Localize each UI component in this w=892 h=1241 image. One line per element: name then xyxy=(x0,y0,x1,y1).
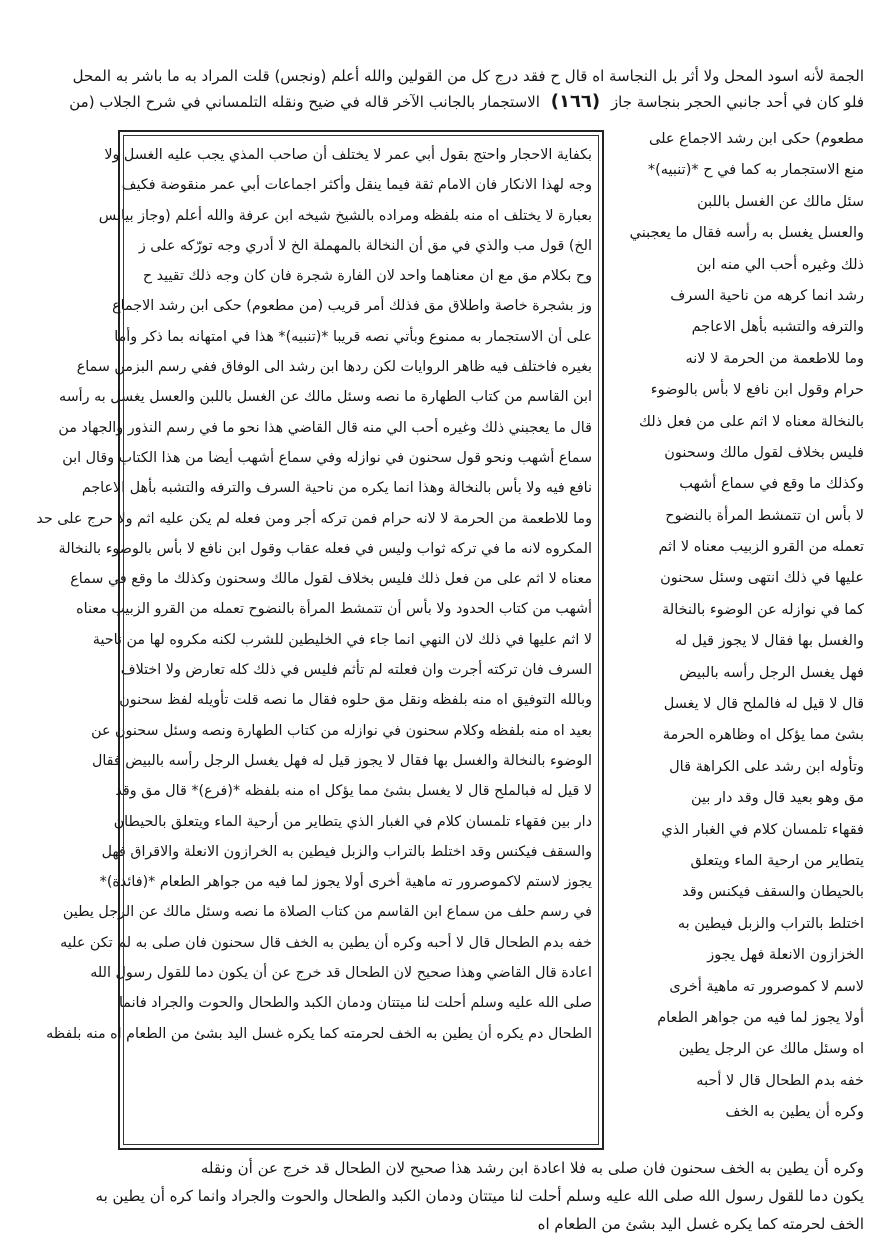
side-text-line: بالنخالة معناه لا اثم على من فعل ذلك xyxy=(639,413,864,430)
side-text-line: وكذلك ما وقع في سماع أشهب xyxy=(679,476,864,493)
main-text-line: لا قيل له فبالملح قال لا يغسل بشئ مما يؤكل اه منه بلفظه *(فرع)* قال مق وقد xyxy=(115,783,592,800)
side-text-line: خفه بدم الطحال قال لا أحبه xyxy=(696,1072,864,1089)
side-text-line: مطعوم) حكى ابن رشد الاجماع على xyxy=(648,131,864,147)
footer-line-3: الخف لحرمته كما يكره غسل اليد بشئ من الطعام اه xyxy=(537,1215,864,1233)
side-text-line: حرام وقول ابن نافع لا بأس بالوضوء xyxy=(650,382,864,399)
side-text-line: تعمله من القرو الزبيب معناه لا اثم xyxy=(658,539,864,556)
main-text xyxy=(36,140,592,1049)
side-text-line: عليها في ذلك انتهى وسئل سحنون xyxy=(660,570,864,587)
main-text-line: بعيد اه منه بلفظه وكلام سحنون في نوازله من كتاب الطهارة ونصه وسئل سحنون عن xyxy=(91,722,592,739)
side-text-line: وكره أن يطين به الخف xyxy=(725,1104,864,1121)
main-text-line: وجه لهذا الانكار فان الامام ثقة فيما ينقل وأكثر اجماعات أبي عمر منقوضة فكيف xyxy=(121,177,592,194)
side-text-line: والغسل بها فقال لا يجوز قيل له xyxy=(674,633,864,650)
main-text-line: اعادة قال القاضي وهذا صحيح لان الطحال قد خرج عن أن يكون دما للقول رسول الله xyxy=(90,965,592,982)
main-text-line: قال ما يعجبني ذلك وغيره أحب الي منه قال القاضي هذا نحو ما في رسم النذور والجهاد من xyxy=(58,419,592,436)
header-line-1: الجمة لأنه اسود المحل ولا أثر بل النجاسة اه قال ح فقد درج كل من القولين والله أعلم (ونجس) قلت المراد به ما باشر به المحل xyxy=(72,67,864,85)
main-text-line: لا اثم عليها في ذلك لان النهي انما جاء في الخليطين للشرب لكنه مكروه لها من ناحية xyxy=(92,631,592,648)
main-text-line: وبالله التوفيق اه منه بلفظه ونقل مق حلوه فقال ما نصه قلت تأويله لفظ سحنون xyxy=(119,692,592,709)
side-text-line: ذلك وغيره أحب الي منه ابن xyxy=(696,256,864,273)
side-commentary xyxy=(612,124,864,1159)
main-text-line: على أن الاستجمار به ممنوع وبأتي نصه قريبا *(تنبيه)* هذا في امتهانه بما ذكر وأما xyxy=(114,328,592,345)
main-text-line: يجوز لاستم لاكموصرور ته ماهية أخرى أولا يجوز لما فيه من جواهر الطعام *(فائدة)* xyxy=(99,874,592,891)
side-text-line: والعسل يغسل به رأسه فقال ما يعجبني xyxy=(629,225,864,242)
main-text-frame xyxy=(36,130,604,1150)
side-text-line: اه وسئل مالك عن الرجل يطين xyxy=(678,1041,864,1058)
page-number: (١٦٦) xyxy=(550,91,601,112)
main-text-line: ابن القاسم من كتاب الطهارة ما نصه وسئل مالك عن الغسل باللبن والعسل يغسل به رأسه xyxy=(59,389,592,406)
main-text-line: وز بشجرة خاصة واطلاق مق فذلك أمر قريب (من مطعوم) حكى ابن رشد الاجماع xyxy=(112,298,592,315)
main-text-line: بكفاية الاحجار واحتج بقول أبي عمر لا يختلف أن صاحب المذي يجب عليه الغسل ولا xyxy=(104,147,592,163)
side-text-line: أولا يجوز لما فيه من جواهر الطعام xyxy=(657,1009,864,1026)
side-text-line: الخزازون الانعلة فهل يجوز xyxy=(707,947,864,964)
side-text-line: بالحيطان والسقف فيكنس وقد xyxy=(682,884,864,901)
main-text-line: الخ) قول مب والذي في مق أن النخالة بالمهملة الخ لا أدري وجه تورّكه على ز xyxy=(138,237,592,254)
side-text-line: فهل يغسل الرجل رأسه بالبيض xyxy=(679,664,864,681)
main-text-line: الطحال دم يكره أن يطين به الخف لحرمته كما يكره غسل اليد بشئ من الطعام اه منه بلفظه xyxy=(46,1025,592,1042)
main-text-line: معناه لا اثم على من فعل ذلك فليس بخلاف لقول مالك وسحنون وكذلك ما وقع في سماع xyxy=(70,571,592,588)
main-text-line: خفه بدم الطحال قال لا أحبه وكره أن يطين به الخف قال سحنون فان صلى به لم تكن عليه xyxy=(60,934,592,951)
main-text-line: وح بكلام مق مع ان معناهما واحد لان الفارة شجرة فان كان وجه ذلك تقييد ح xyxy=(142,268,592,285)
side-text-line: لاسم لا كموصرور ته ماهية أخرى xyxy=(669,978,864,995)
side-text-line: منع الاستجمار به كما في ح *(تنبيه)* xyxy=(647,162,864,179)
footer-line-2: يكون دما للقول رسول الله صلى الله عليه وسلم أحلت لنا ميتتان ودمان الكبد والطحال والحوت والجراد وانما كره أن يطين به xyxy=(95,1187,864,1205)
side-text-line: فليس بخلاف لقول مالك وسحنون xyxy=(664,444,864,461)
main-text-line: المكروه لانه ما في تركه ثواب وليس في فعله عقاب وقول ابن نافع لا بأس بالوضوء بالنخالة xyxy=(58,540,592,557)
page-footer-text xyxy=(96,1154,864,1238)
footer-line-1: وكره أن يطين به الخف سحنون فان صلى به فلا اعادة ابن رشد هذا صحيح لان الطحال قد خرج عن أن ونقله xyxy=(200,1159,864,1177)
page-header xyxy=(69,64,864,114)
side-text-line: بشئ مما يؤكل اه وظاهره الحرمة xyxy=(662,727,864,744)
header-line-2-start: فلو كان في أحد جانبي الحجر بنجاسة جاز xyxy=(610,93,864,111)
side-text-line: فقهاء تلمسان كلام في الغبار الذي xyxy=(661,821,864,838)
main-text-line: نافع فيه ولا بأس بالنخالة وهذا انما يكره من ناحية السرف والترفه والتشبه بأهل الاعاجم xyxy=(81,480,592,497)
main-text-line: صلى الله عليه وسلم أحلت لنا ميتتان ودمان الكبد والطحال والحوت والجراد فانما xyxy=(118,995,592,1012)
side-text-line: وما للاطعمة من الحرمة لا لانه xyxy=(685,350,864,367)
main-text-line: بغيره فاختلف فيه ظاهر الروايات لكن ردها ابن رشد الى الوفاق ففي رسم البزمن سماع xyxy=(76,359,592,376)
main-text-line: دار بين فقهاء تلمسان كلام في الغبار الذي يتطاير من أرحية الماء ويتعلق بالحيطان xyxy=(113,813,592,830)
side-text-line: يتطاير من ارحية الماء ويتعلق xyxy=(690,852,864,869)
side-text-line: مق وهو بعيد قال وقد دار بين xyxy=(690,790,864,807)
side-text-line: رشد انما كرهه من ناحية السرف xyxy=(670,287,864,304)
side-text-line: قال لا قيل له فالملح قال لا يغسل xyxy=(663,696,864,713)
main-text-line: وما للاطعمة من الحرمة لا لانه حرام فمن تركه أجر ومن فعله لم يكن عليه اثم ولا حرج على حد xyxy=(36,510,592,527)
side-text-line: سئل مالك عن الغسل باللبن xyxy=(697,193,864,210)
side-text-line: والترفه والتشبه بأهل الاعاجم xyxy=(691,319,864,336)
side-text-line: اختلط بالتراب والزبل فيطين به xyxy=(677,915,864,932)
side-text-line: كما في نوازله عن الوضوء بالنخالة xyxy=(662,601,864,618)
header-line-2-end: الاستجمار بالجانب الآخر قاله في ضيح ونقله التلمساني في شرح الجلاب (من xyxy=(69,93,540,111)
main-text-line: أشهب من كتاب الحدود ولا بأس أن تتمشط المرأة بالنضوح تعمله من القرو الزبيب معناه xyxy=(76,601,592,618)
main-text-line: السرف فان تركته أجرت وان فعلته لم تأثم فليس في ذلك كله تعارض ولا اختلاف xyxy=(120,662,592,679)
main-text-line: والسقف فيكنس وقد اختلط بالتراب والزبل فيطين به الخرازون الانعلة والاقراق فهل xyxy=(101,843,592,860)
main-text-line: الوضوء بالنخالة والغسل بها فقال لا يجوز قيل له فهل يغسل الرجل رأسه بالبيض فقال xyxy=(91,752,592,769)
main-text-line: بعبارة لا يختلف اه منه بلفظه ومراده بالشيخ شيخه ابن عرفة والله أعلم (وجاز بيابس xyxy=(98,207,592,224)
side-text-line: لا بأس ان تتمشط المرأة بالنضوح xyxy=(665,507,864,524)
main-text-line: سماع أشهب ونحو قول سحنون في نوازله وفي سماع أشهب أيضا من هذا الكتاب وقال ابن xyxy=(62,449,592,466)
header-line-2 xyxy=(69,89,864,114)
side-text-line: وتأوله ابن رشد على الكراهة قال xyxy=(669,758,864,775)
main-text-line: في رسم حلف من سماع ابن القاسم من كتاب الصلاة ما نصه وسئل مالك عن الرجل يطين xyxy=(62,904,592,921)
